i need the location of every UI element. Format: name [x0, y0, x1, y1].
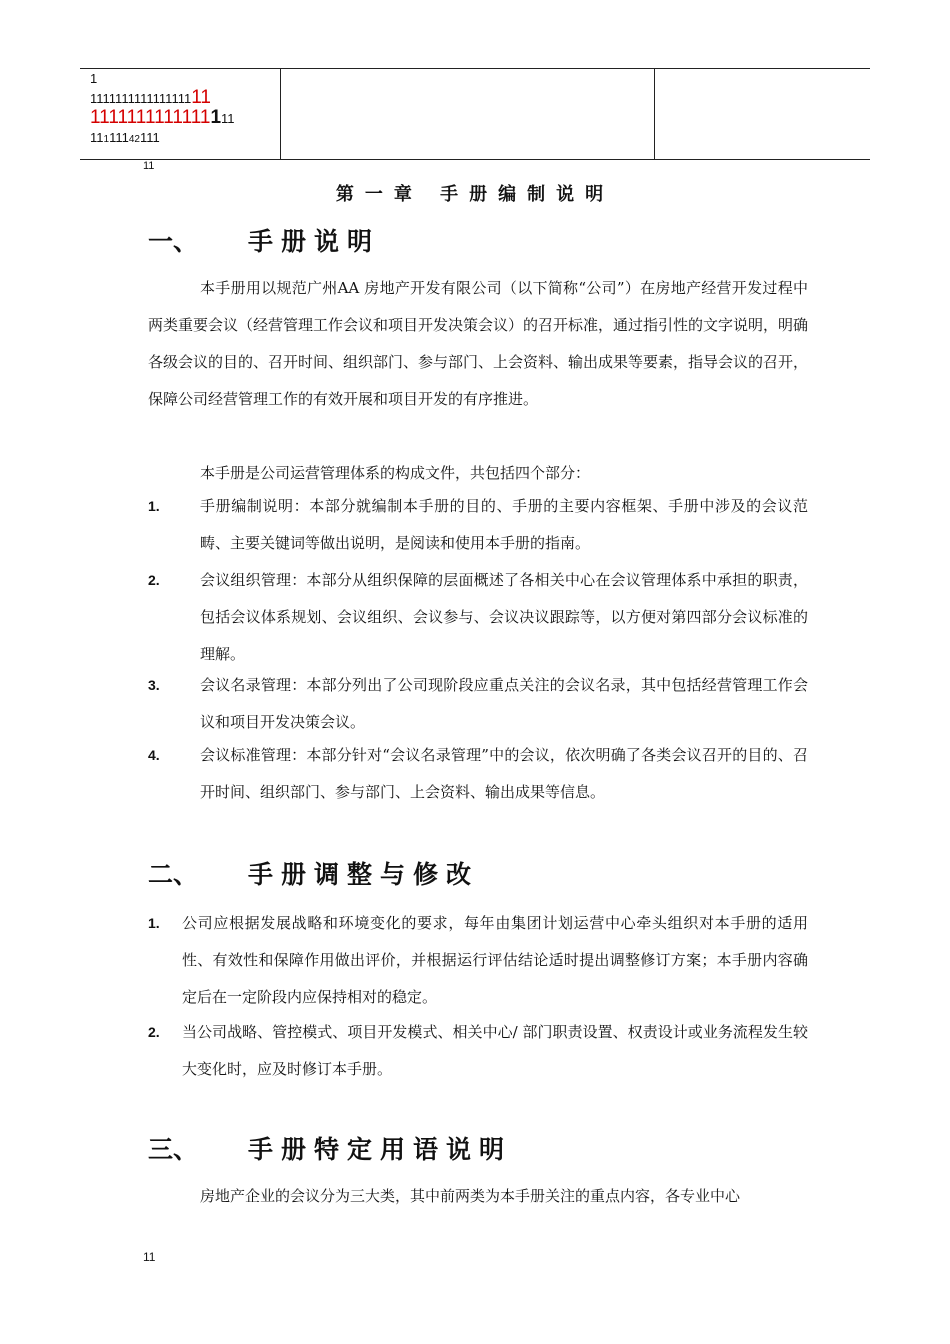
section-3-heading — [148, 1130, 512, 1166]
header-line-4-d: 42 — [128, 134, 140, 145]
section-1-heading — [148, 222, 380, 258]
page-footer: 11 — [143, 1250, 156, 1264]
header-line-4-c: 111 — [109, 130, 129, 145]
section-2-heading — [148, 855, 479, 891]
list-item-text: 会议组织管理：本部分从组织保障的层面概述了各相关中心在会议管理体系中承担的职责，包括会议体系规划、会议组织、会议参与、会议决议跟踪等，以方便对第四部分会议标准的理解。 — [200, 571, 808, 663]
header-line-3 — [90, 108, 235, 128]
list-item-text: 公司应根据发展战略和环境变化的要求，每年由集团计划运营中心牵头组织对本手册的适用性、有效性和保障作用做出评价，并根据运行评估结论适时提出调整修订方案；本手册内容确定后在一定阶段内应保持相对的稳定。 — [182, 914, 808, 1006]
header-cell-1 — [80, 69, 281, 159]
list-item-number: 3. — [148, 677, 160, 693]
header-line-1: 1 — [90, 71, 98, 86]
list-item-text: 会议标准管理：本部分针对“会议名录管理”中的会议，依次明确了各类会议召开的目的、召开时间、组织部门、参与部门、上会资料、输出成果等信息。 — [200, 746, 808, 801]
list-item-text: 会议名录管理：本部分列出了公司现阶段应重点关注的会议名录，其中包括经营管理工作会议和项目开发决策会议。 — [200, 676, 808, 731]
section-3-paragraph-1: 房地产企业的会议分为三大类，其中前两类为本手册关注的重点内容，各专业中心 — [200, 1187, 741, 1205]
header-line-2-red: 11 — [191, 87, 211, 108]
chapter-title: 第一章 手册编制说明 — [335, 184, 615, 205]
list-item-number: 4. — [148, 747, 160, 763]
section-3-number: 三、 — [148, 1135, 199, 1164]
header-cell-2 — [281, 69, 655, 159]
header-code-text — [90, 69, 235, 149]
header-line-4-b: 1 — [103, 134, 110, 145]
list-item-text: 手册编制说明：本部分就编制本手册的目的、手册的主要内容框架、手册中涉及的会议范畴、主要关键词等做出说明，是阅读和使用本手册的指南。 — [200, 497, 808, 552]
section-1-number: 一、 — [148, 227, 199, 256]
section-1-paragraph-1: 本手册用以规范广州AA 房地产开发有限公司（以下简称“公司”）在房地产经营开发过程中两类重要会议（经营管理工作会议和项目开发决策会议）的召开标准，通过指引性的文字说明，明确各级会议的目的、召开时间、组织部门、参与部门、上会资料、输出成果等要素，指导会议的召开，保障公司经营管理工作的有效开展和项目开发的有序推进。 — [148, 279, 809, 408]
section-1-title: 手册说明 — [248, 227, 381, 256]
list-item-number: 1. — [148, 915, 160, 931]
header-line-2 — [90, 88, 235, 108]
header-below-text: 11 — [143, 160, 155, 172]
header-table — [80, 68, 870, 160]
list-item-number: 1. — [148, 498, 160, 514]
header-line-3-bold: 1 — [210, 107, 222, 128]
section-2-number: 二、 — [148, 860, 199, 889]
section-2-title: 手册调整与修改 — [248, 860, 480, 889]
header-line-4 — [90, 128, 235, 149]
list-item-text: 当公司战略、管控模式、项目开发模式、相关中心/ 部门职责设置、权责设计或业务流程发生较大变化时，应及时修订本手册。 — [182, 1023, 808, 1078]
header-line-4-a: 11 — [90, 130, 104, 145]
list-item-number: 2. — [148, 1024, 160, 1040]
section-1-paragraph-2: 本手册是公司运营管理体系的构成文件，共包括四个部分： — [200, 464, 591, 482]
section-3-title: 手册特定用语说明 — [248, 1135, 513, 1164]
list-item-number: 2. — [148, 572, 160, 588]
header-line-2-black: 1111111111111111 — [90, 91, 192, 106]
header-line-4-e: 111 — [139, 130, 160, 145]
header-line-3-small: 11 — [221, 111, 235, 126]
header-line-3-red: 1111111111111 — [90, 107, 211, 128]
